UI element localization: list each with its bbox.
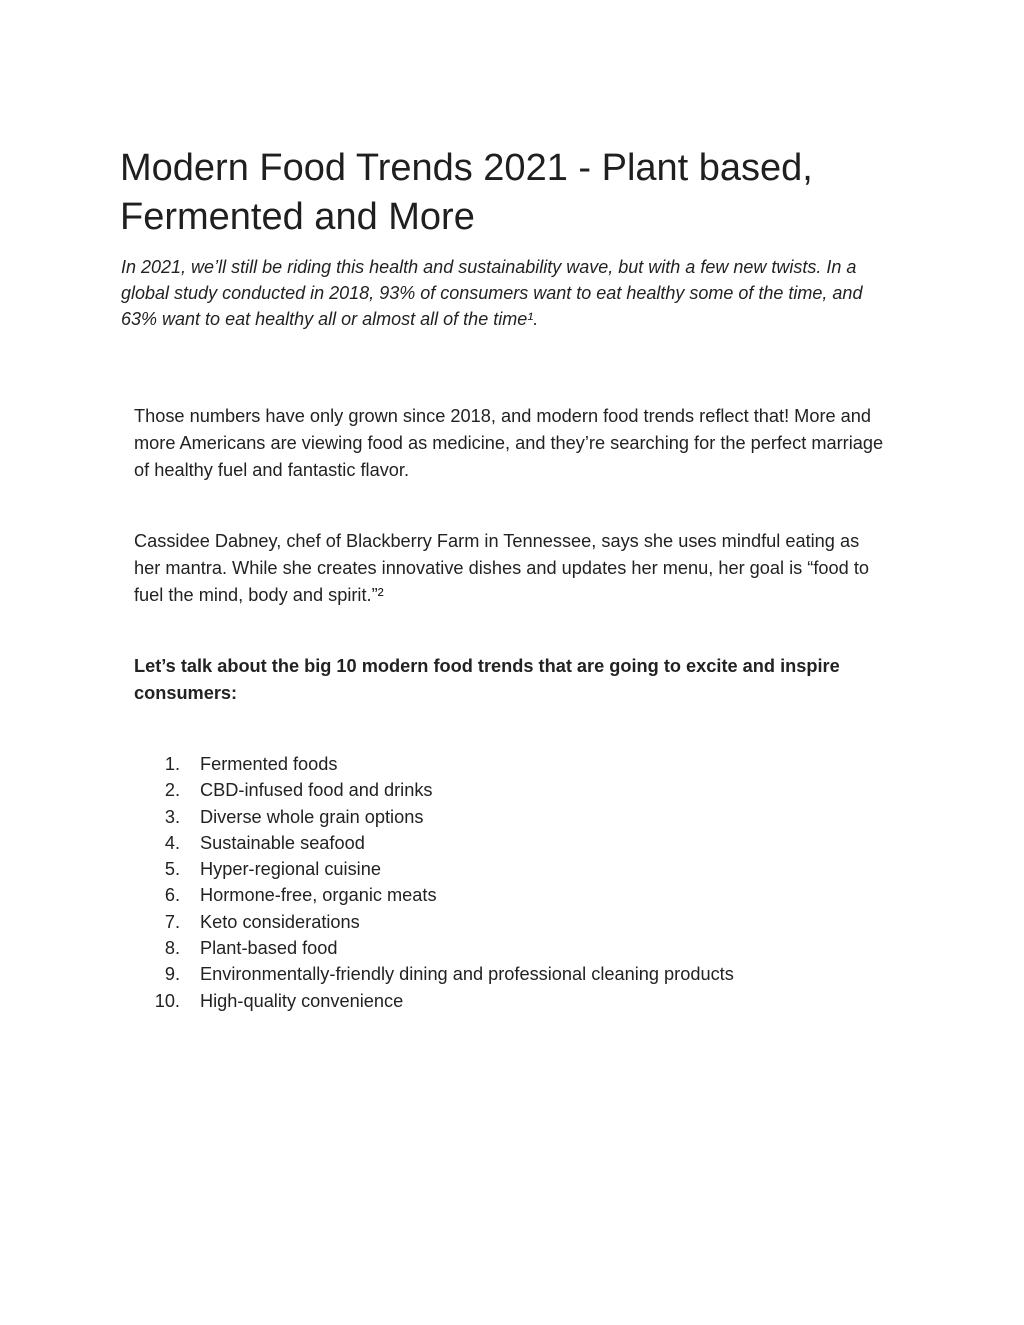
list-item bbox=[134, 856, 884, 882]
list-item-number: 9. bbox=[164, 964, 180, 985]
list-item bbox=[134, 804, 884, 830]
list-item-number: 6. bbox=[164, 885, 180, 906]
list-item-text: Keto considerations bbox=[200, 911, 360, 932]
list-item-text: Plant-based food bbox=[200, 938, 338, 959]
trend-list bbox=[134, 751, 884, 1014]
list-item bbox=[134, 935, 884, 961]
list-item-number: 8. bbox=[164, 938, 180, 959]
intro-paragraph: In 2021, we’ll still be riding this health and sustainability wave, but with a few new twists. In a global study conducted in 2018, 93% of consumers want to eat healthy some of the time, and 63% want to eat healthy all or almost all of the time¹. bbox=[121, 257, 863, 329]
list-item bbox=[134, 751, 884, 777]
list-item bbox=[134, 777, 884, 803]
list-item-text: Fermented foods bbox=[200, 754, 338, 774]
list-item-text: Hyper-regional cuisine bbox=[200, 859, 381, 880]
list-item-number: 3. bbox=[164, 806, 180, 827]
list-heading: Let’s talk about the big 10 modern food trends that are going to excite and inspire consumers: bbox=[134, 656, 840, 703]
page-title: Modern Food Trends 2021 - Plant based, Fermented and More bbox=[120, 147, 813, 238]
list-item-text: CBD-infused food and drinks bbox=[200, 780, 433, 801]
list-item bbox=[134, 909, 884, 935]
list-item-number: 1. bbox=[164, 754, 180, 774]
list-item-text: Diverse whole grain options bbox=[200, 806, 424, 827]
body-paragraph: Cassidee Dabney, chef of Blackberry Farm in Tennessee, says she uses mindful eating as her mantra. While she creates innovative dishes and updates her menu, her goal is “food to fuel the mind, body and spirit.”² bbox=[134, 531, 869, 605]
list-item-text: Environmentally-friendly dining and professional cleaning products bbox=[200, 964, 734, 985]
list-item-number: 7. bbox=[164, 911, 180, 932]
list-item-number: 4. bbox=[164, 832, 180, 853]
list-item-number: 10. bbox=[154, 990, 180, 1011]
list-item-text: High-quality convenience bbox=[200, 990, 404, 1011]
body-paragraph: Those numbers have only grown since 2018, and modern food trends reflect that! More and more Americans are viewing food as medicine, and they’re searching for the perfect marriage of healthy fuel and fantastic flavor. bbox=[134, 406, 884, 480]
list-item-number: 5. bbox=[164, 859, 180, 880]
list-item-text: Hormone-free, organic meats bbox=[200, 885, 437, 906]
list-item bbox=[134, 961, 884, 987]
list-item-number: 2. bbox=[164, 780, 180, 801]
list-item-text: Sustainable seafood bbox=[200, 832, 365, 853]
list-item bbox=[134, 988, 884, 1014]
list-item bbox=[134, 882, 884, 908]
list-item bbox=[134, 830, 884, 856]
